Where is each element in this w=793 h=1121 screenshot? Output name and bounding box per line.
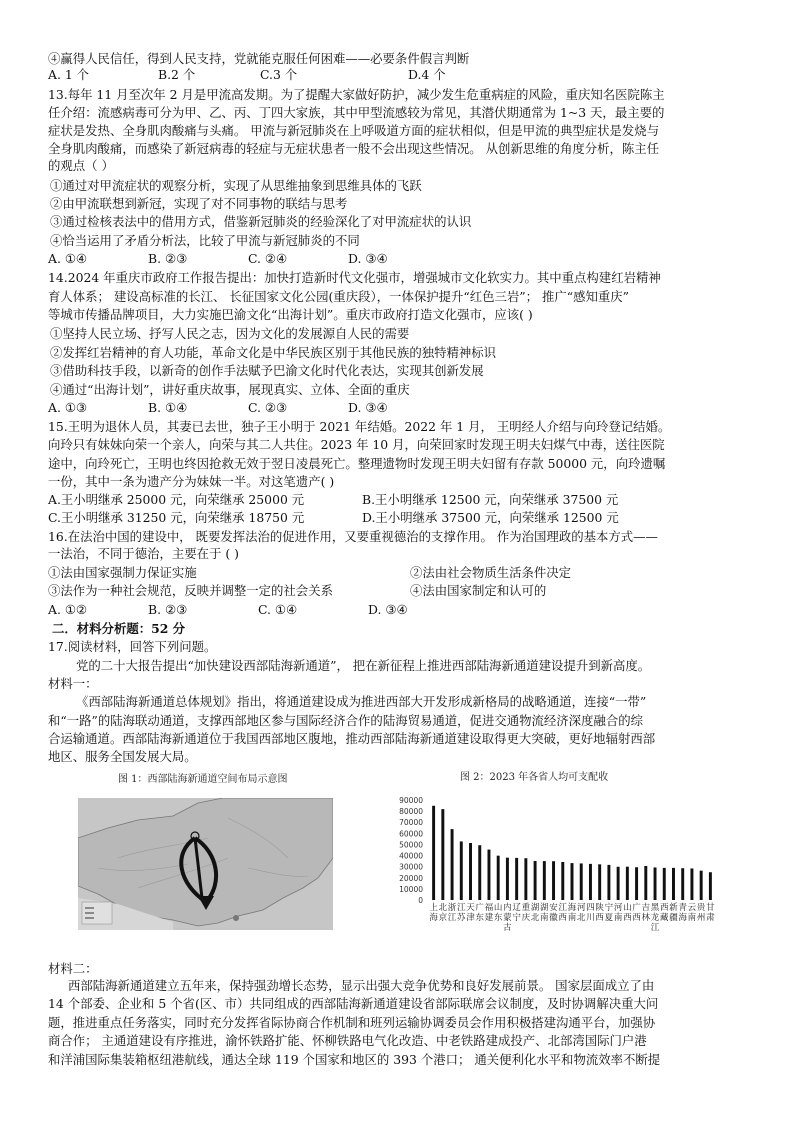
q14-statement: ④通过“出海计划”，讲好重庆故事，展现真实、立体、全面的重庆 (50, 382, 410, 397)
option-c[interactable]: C.3 个 (260, 67, 298, 82)
q14-stem-line: 等城市传播品牌项目，大力实施巴渝文化“出海计划”。重庆市政府打造文化强市，应该( ) (48, 307, 533, 322)
x-tick-label: 广西 (632, 903, 641, 923)
q13-statement: ②由甲流联想到新冠，实现了对不同事物的联结与思考 (50, 196, 348, 211)
x-tick-label: 江西 (558, 903, 568, 923)
q15-options-row (48, 491, 748, 509)
y-tick-label: 50000 (399, 840, 423, 850)
option-d[interactable]: D. ③④ (368, 602, 408, 617)
x-tick-label: 山西 (623, 903, 632, 923)
x-tick-label: 贵州 (696, 903, 706, 923)
option-a[interactable]: A. ①② (48, 602, 88, 617)
y-tick-label: 30000 (399, 862, 423, 872)
q13-options (48, 250, 748, 268)
chart-bar (617, 867, 620, 900)
q14-stem-line: 14.2024 年重庆市政府工作报告提出：加快打造新时代文化强市，增强城市文化软实力。其中重点构建红岩精神 (48, 270, 661, 285)
figure-1-caption: 图 1：西部陆海新通道空间布局示意图 (118, 774, 288, 785)
q13-stem-line: 的观点（ ） (48, 158, 114, 173)
q16-statement: ②法由社会物质生活条件决定 (410, 565, 572, 580)
chart-bar (644, 866, 647, 900)
chart-bar (543, 861, 546, 900)
q13-stem-line: 症状是发热、全身肌肉酸痛与头痛。 甲流与新冠肺炎在上呼吸道方面的症状相似，但是甲流的典型症状是发烧与 (48, 123, 660, 138)
q14-stem-line: 育人体系； 建设高标准的长江、 长征国家文化公园(重庆段），一体保护提升“红色三岩”； 推广“感知重庆” (48, 289, 629, 304)
option-b[interactable]: B. ②③ (148, 251, 188, 266)
chart-bar (571, 863, 574, 900)
q14-statement: ②发挥红岩精神的育人功能，革命文化是中华民族区别于其他民族的独特精神标识 (50, 345, 497, 360)
q15-stem-line: 一份，其中一条为遗产分为妹妹一半。对这笔遗产( ) (48, 474, 335, 489)
material-1-label: 材料一： (48, 676, 98, 691)
q13-stem-line: 13.每年 11 月至次年 2 月是甲流高发期。为了提醒大家做好防护，减少发生危重病症的风险，重庆知名医院陈主 (48, 87, 665, 102)
q17-intro: 17.阅读材料，回答下列问题。 (48, 639, 217, 654)
x-tick-label: 海南 (567, 903, 577, 923)
chart-bar (700, 871, 703, 900)
x-tick-label: 天津 (466, 903, 475, 923)
q14-options (48, 399, 748, 417)
y-tick-label: 90000 (399, 796, 423, 805)
q12-options (48, 66, 748, 84)
x-tick-label: 上海 (429, 903, 438, 923)
y-tick-label: 0 (418, 896, 423, 905)
q16-stem-line: 一法治，不同于德治，主要在于 ( ) (48, 546, 240, 561)
x-tick-label: 河南 (613, 903, 623, 923)
chart-bar (506, 858, 509, 900)
chart-bar (681, 868, 684, 900)
x-tick-label: 陕西 (595, 903, 604, 923)
option-a[interactable]: A. ①④ (48, 251, 88, 266)
chart-bar (487, 850, 490, 900)
chart-bars (432, 806, 712, 900)
x-tick-label: 北京 (438, 903, 448, 923)
q16-statements-row (48, 564, 748, 582)
chart-bar (552, 861, 555, 900)
material-1-line: 和“一路”的陆海联动通道，支撑西部地区参与国际经济合作的陆海贸易通道，促进交通物流经济深度融合的综 (48, 713, 644, 728)
figure-2-chart (385, 788, 720, 953)
option-b[interactable]: B. ①④ (148, 400, 188, 415)
x-tick-label: 湖北 (530, 903, 540, 923)
y-tick-label: 60000 (399, 829, 423, 839)
chart-bar (626, 867, 629, 900)
x-tick-label: 广东 (475, 903, 484, 923)
y-tick-label: 20000 (399, 873, 423, 883)
material-1-line: 合运输通道。西部陆海新通道位于我国西部地区腹地，推动西部陆海新通道建设取得更大突破，更好地辐射西部 (48, 731, 656, 746)
chart-x-axis (429, 902, 715, 933)
q16-stem-line: 16.在法治中国的建设中， 既要发挥法治的促进作用，又要重视德治的支撑作用。 作为治国理政的基本方式—— (48, 529, 658, 544)
q13-statement: ①通过对甲流症状的观察分析，实现了从思维抽象到思维具体的飞跃 (50, 178, 422, 193)
x-tick-label: 新疆 (669, 903, 678, 923)
chart-bar (460, 841, 463, 900)
option-c[interactable]: C. ②③ (248, 400, 288, 415)
x-tick-label: 甘肃 (706, 903, 715, 923)
q15-options-row (48, 509, 748, 527)
q16-statement: ④法由国家制定和认可的 (410, 583, 547, 598)
material-2-line: 商合作； 主通道建设有序推进，渝怀铁路扩能、怀柳铁路电气化改造、中老铁路建成投产、北部湾国际门户港 (48, 1033, 647, 1048)
chart-y-axis (399, 796, 423, 905)
q16-statements-row (48, 582, 748, 600)
chart-bar (469, 843, 472, 900)
chart-bar (561, 862, 564, 900)
material-2-line: 西部陆海新通道建立五年来，保持强劲增长态势，显示出强大竞争优势和良好发展前景。 国家层面成立了由 (68, 978, 655, 993)
chart-bar (534, 861, 537, 900)
x-tick-label: 河北 (576, 903, 586, 923)
chart-bar (478, 845, 481, 900)
q13-stem-line: 全身肌肉酸痛，而感染了新冠病毒的轻症与无症状患者一般不会出现这些情况。 从创新思维的角度分析，陈主任 (48, 141, 660, 156)
q13-statement: ④恰当运用了矛盾分析法，比较了甲流与新冠肺炎的不同 (50, 233, 360, 248)
chart-bar (524, 858, 527, 900)
x-tick-label: 青海 (678, 903, 687, 923)
q15-stem-line: 途中，向玲死亡，王明也终因抢救无效于翌日凌晨死亡。整理遗物时发现王明夫妇留有存款 50000 元，向玲遗嘱 (48, 456, 666, 471)
option-d[interactable]: D. ③④ (348, 400, 388, 415)
option-d[interactable]: D. ③④ (348, 251, 388, 266)
q17-lead: 党的二十大报告提出“加快建设西部陆海新通道”， 把在新征程上推进西部陆海新通道建设提升到新高度。 (76, 658, 651, 673)
q16-statement: ①法由国家强制力保证实施 (48, 565, 197, 580)
option-b[interactable]: B. ②③ (148, 602, 188, 617)
x-tick-label: 湖南 (540, 903, 549, 923)
option-c[interactable]: C. ①④ (258, 602, 298, 617)
q13-stem-line: 任介绍：流感病毒可分为甲、乙、丙、丁四大家族，其中甲型流感较为常见，其潜伏期通常为 1~3 天，最主要的 (48, 105, 665, 120)
q15-stem-line: 向玲只有妹妹向荣一个亲人，向荣与其二人共住。2023 年 10 月，向荣回家时发现王明夫妇煤气中毒，送往医院 (48, 437, 665, 452)
option-a[interactable]: A. 1 个 (48, 67, 90, 82)
chart-bar (497, 856, 500, 900)
x-tick-label: 黑龙江 (650, 903, 660, 933)
x-tick-label: 宁夏 (604, 903, 614, 923)
material-1-line: 地区、服务全国发展大局。 (48, 749, 197, 764)
option-b[interactable]: B.王小明继承 12500 元，向荣继承 37500 元 (362, 492, 619, 507)
option-a[interactable]: A.王小明继承 25000 元，向荣继承 25000 元 (48, 492, 305, 507)
chart-bar (580, 863, 583, 900)
chart-bar (635, 867, 638, 900)
chart-bar (709, 872, 712, 900)
chart-bar (432, 806, 435, 900)
q14-statement: ③借助科技手段，以新奇的创作手法赋予巴渝文化时代化表达，实现其创新发展 (50, 363, 484, 378)
x-tick-label: 福建 (484, 903, 494, 923)
map-island (233, 915, 239, 921)
material-2-line: 和洋浦国际集装箱枢纽港航线，通达全球 119 个国家和地区的 393 个港口； 通关便利化水平和物流效率不断提 (48, 1052, 661, 1067)
q13-statement: ③通过检核表法中的借用方式，借鉴新冠肺炎的经验深化了对甲流症状的认识 (50, 214, 472, 229)
chart-bar (690, 868, 693, 900)
y-tick-label: 80000 (399, 807, 423, 817)
x-tick-label: 四川 (586, 903, 595, 923)
x-tick-label: 江苏 (457, 903, 466, 923)
x-tick-label: 内蒙古 (503, 903, 512, 933)
q15-stem-line: 15.王明为退休人员，其妻已去世，独子王小明于 2021 年结婚。2022 年 1 月， 王明经人介绍与向玲登记结婚。 (48, 419, 671, 434)
x-tick-label: 云南 (687, 903, 697, 923)
material-2-label: 材料二： (48, 961, 98, 976)
x-tick-label: 山东 (493, 903, 503, 923)
option-d[interactable]: D.4 个 (408, 67, 446, 82)
x-tick-label: 重庆 (521, 903, 531, 923)
option-c[interactable]: C.王小明继承 31250 元，向荣继承 18750 元 (48, 510, 305, 525)
y-tick-label: 70000 (399, 818, 423, 828)
chart-bar (589, 864, 592, 900)
x-tick-label: 西藏 (660, 903, 669, 923)
option-c[interactable]: C. ②④ (248, 251, 288, 266)
material-2-line: 14 个部委、企业和 5 个省(区、市）共同组成的西部陆海新通道建设省部际联席会议制度，及时协调解决重大问 (48, 996, 659, 1011)
x-tick-label: 辽宁 (512, 903, 521, 923)
chart-bar (441, 809, 444, 900)
q12-statement-4: ④赢得人民信任，得到人民支持，党就能克服任何困难——必要条件假言判断 (48, 51, 470, 66)
chart-bar (451, 829, 454, 900)
option-d[interactable]: D.王小明继承 37500 元，向荣继承 12500 元 (362, 510, 619, 525)
chart-bar (663, 868, 666, 900)
x-tick-label: 吉林 (641, 903, 651, 923)
q16-options (48, 601, 748, 619)
section-title: 二．材料分析题：52 分 (52, 621, 186, 636)
chart-bar (654, 867, 657, 900)
q16-statement: ③法作为一种社会规范，反映并调整一定的社会关系 (48, 583, 333, 598)
chart-bar (607, 865, 610, 900)
option-a[interactable]: A. ①③ (48, 400, 88, 415)
chart-bar (598, 864, 601, 900)
material-2-line: 题，推进重点任务落实，同时充分发挥省际协商合作机制和班列运输协调委员会作用积极搭建沟通平台，加强协 (48, 1015, 656, 1030)
option-b[interactable]: B.2 个 (158, 67, 196, 82)
material-1-line: 《西部陆海新通道总体规划》指出，将通道建设成为推进西部大开发形成新格局的战略通道，连接“一带” (76, 694, 647, 709)
chart-bar (672, 868, 675, 900)
q14-statement: ①坚持人民立场、抒写人民之志，因为文化的发展源自人民的需要 (50, 326, 410, 341)
y-tick-label: 10000 (399, 884, 423, 894)
figure-1-map (78, 798, 333, 930)
y-tick-label: 40000 (399, 851, 423, 861)
x-tick-label: 安徽 (549, 903, 558, 923)
chart-bar (515, 858, 518, 900)
figure-2-caption: 图 2：2023 年各省人均可支配收 (460, 772, 609, 783)
x-tick-label: 浙江 (447, 903, 457, 923)
